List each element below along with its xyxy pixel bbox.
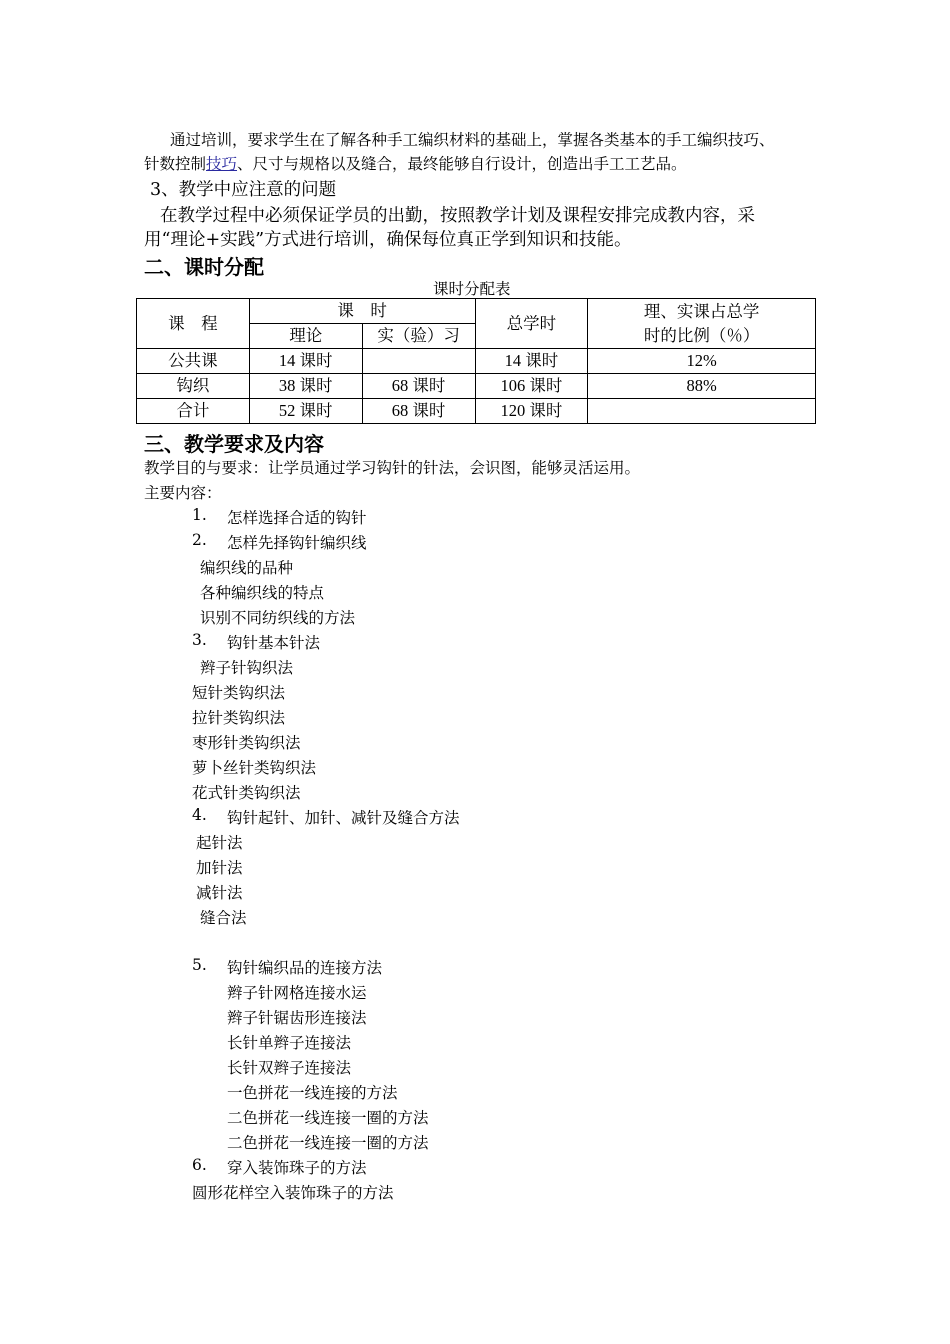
table-row [137, 399, 816, 424]
table-caption: 课时分配表 [433, 280, 511, 298]
list-item-number: 3. [192, 631, 207, 649]
list-subitem: 拉针类钩织法 [192, 709, 286, 727]
list-subitem: 萝卜丝针类钩织法 [192, 759, 317, 777]
table-row [137, 349, 816, 374]
list-subitem: 辫子针锯齿形连接法 [227, 1009, 367, 1027]
list-item-number: 5. [192, 956, 207, 974]
list-subitem: 缝合法 [200, 909, 247, 927]
list-item-number: 6. [192, 1156, 207, 1174]
list-subitem: 加针法 [196, 859, 243, 877]
cell-theory: 52 课时 [249, 399, 362, 424]
intro-text-a: 针数控制 [144, 155, 207, 173]
cell-total: 14 课时 [475, 349, 588, 374]
header-total: 总学时 [475, 299, 588, 349]
list-subitem: 编织线的品种 [200, 559, 294, 577]
list-subitem: 枣形针类钩织法 [192, 734, 301, 752]
list-subitem: 长针单辫子连接法 [227, 1034, 352, 1052]
list-item-number: 2. [192, 531, 207, 549]
list-subitem: 长针双辫子连接法 [227, 1059, 352, 1077]
cell-practice: 68 课时 [362, 399, 475, 424]
list-subitem: 圆形花样空入装饰珠子的方法 [192, 1184, 394, 1202]
main-content-label: 主要内容： [144, 484, 222, 502]
header-theory: 理论 [249, 324, 362, 349]
list-item-number: 1. [192, 506, 207, 524]
heading-teaching-content: 三、教学要求及内容 [144, 432, 324, 456]
list-item: 穿入装饰珠子的方法 [227, 1159, 367, 1177]
heading-hours-allocation: 二、课时分配 [144, 255, 264, 279]
intro-text-b: 、尺寸与规格以及缝合，最终能够自行设计，创造出手工工艺品。 [237, 155, 687, 173]
hours-table [136, 298, 816, 424]
list-subitem: 二色拼花一线连接一圈的方法 [227, 1109, 429, 1127]
header-practice: 实（验）习 [362, 324, 475, 349]
cell-ratio: 12% [588, 349, 816, 374]
list-subitem: 减针法 [196, 884, 243, 902]
section-3-body-2: 用“理论+实践”方式进行培训，确保每位真正学到知识和技能。 [144, 230, 632, 250]
header-course: 课 程 [137, 299, 250, 349]
header-hours: 课 时 [249, 299, 475, 324]
header-ratio [588, 299, 816, 349]
cell-practice: 68 课时 [362, 374, 475, 399]
section-3-title: 3、教学中应注意的问题 [150, 180, 337, 200]
cell-course: 合计 [137, 399, 250, 424]
list-item: 钩针编织品的连接方法 [227, 959, 383, 977]
cell-course: 钩织 [137, 374, 250, 399]
list-item: 钩针起针、加针、减针及缝合方法 [227, 809, 460, 827]
cell-practice [362, 349, 475, 374]
cell-total: 106 课时 [475, 374, 588, 399]
cell-course: 公共课 [137, 349, 250, 374]
header-ratio-line-2: 时的比例（％） [643, 325, 760, 345]
list-item: 怎样选择合适的钩针 [227, 509, 367, 527]
table-row [137, 374, 816, 399]
list-subitem: 起针法 [196, 834, 243, 852]
skill-link[interactable]: 技巧 [206, 155, 238, 173]
list-item: 钩针基本针法 [227, 634, 321, 652]
list-subitem: 一色拼花一线连接的方法 [227, 1084, 398, 1102]
cell-total: 120 课时 [475, 399, 588, 424]
cell-ratio: 88% [588, 374, 816, 399]
table-header-row [137, 299, 816, 324]
list-item-number: 4. [192, 806, 207, 824]
teaching-purpose: 教学目的与要求：让学员通过学习钩针的针法，会识图，能够灵活运用。 [144, 459, 641, 477]
list-subitem: 二色拼花一线连接一圈的方法 [227, 1134, 429, 1152]
list-subitem: 各种编织线的特点 [200, 584, 325, 602]
intro-line-1: 通过培训，要求学生在了解各种手工编织材料的基础上，掌握各类基本的手工编织技巧、 [170, 131, 775, 149]
header-ratio-line-1: 理、实课占总学 [643, 301, 760, 321]
cell-ratio [588, 399, 816, 424]
list-subitem: 花式针类钩织法 [192, 784, 301, 802]
intro-line-2 [144, 152, 687, 174]
list-subitem: 短针类钩织法 [192, 684, 286, 702]
cell-theory: 14 课时 [249, 349, 362, 374]
list-item: 怎样先择钩针编织线 [227, 534, 367, 552]
list-subitem: 辫子针网格连接水运 [227, 984, 367, 1002]
cell-theory: 38 课时 [249, 374, 362, 399]
list-subitem: 识别不同纺织线的方法 [200, 609, 356, 627]
section-3-body-1: 在教学过程中必须保证学员的出勤，按照教学计划及课程安排完成教内容，采 [160, 206, 755, 226]
list-subitem: 辫子针钩织法 [200, 659, 294, 677]
